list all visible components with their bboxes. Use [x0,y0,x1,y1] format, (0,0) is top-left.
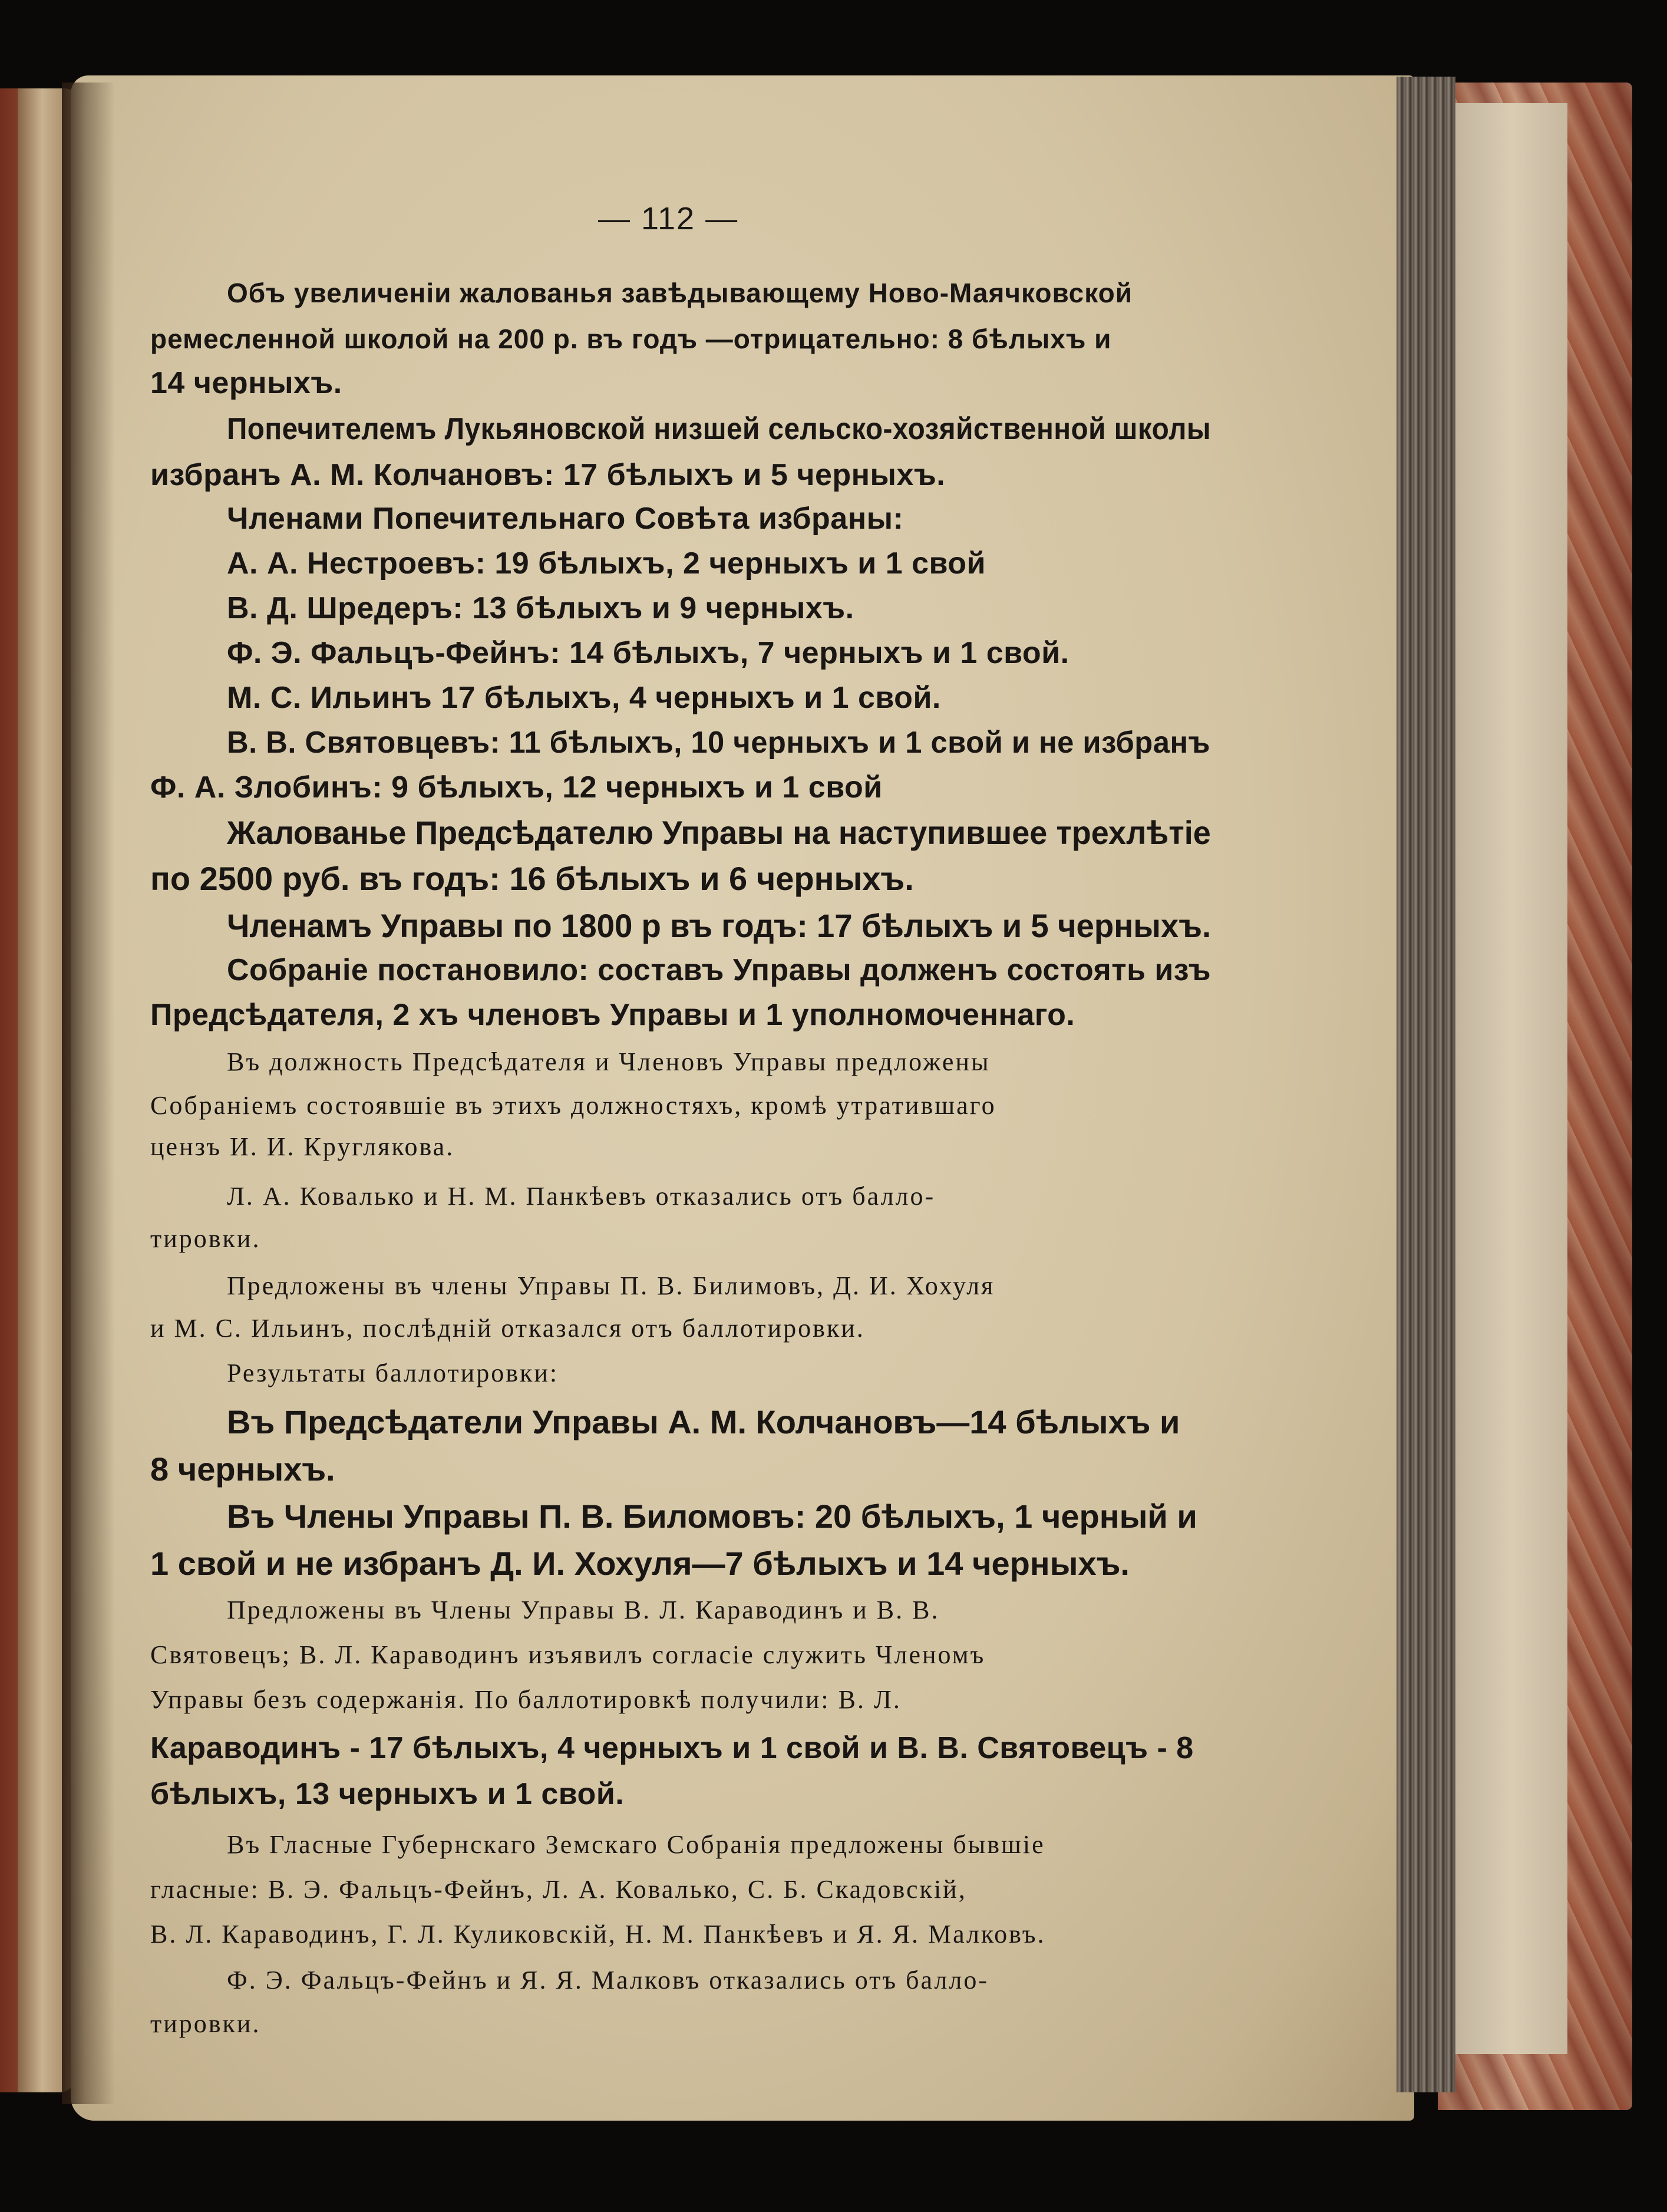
text-line: Святовецъ; В. Л. Караводинъ изъявилъ согласiе служить Членомъ [150,1640,986,1669]
text-line: А. А. Нестроевъ: 19 бѣлыхъ, 2 черныхъ и 1 свой [227,546,986,581]
text-line: Л. А. Ковалько и Н. М. Панкѣевъ отказались отъ балло- [227,1182,936,1211]
text-line: Ф. А. Злобинъ: 9 бѣлыхъ, 12 черныхъ и 1 свой [150,770,883,805]
text-line: В. Д. Шредеръ: 13 бѣлыхъ и 9 черныхъ. [227,591,854,625]
text-line: 14 черныхъ. [150,366,342,400]
text-line: Жалованье Предсѣдателю Управы на наступившее трехлѣтiе [227,814,1211,851]
text-line: Результаты баллотировки: [227,1359,559,1387]
text-line: В. В. Святовцевъ: 11 бѣлыхъ, 10 черныхъ и 1 свой и не избранъ [227,726,1211,760]
text-line: Собранiемъ состоявшiе въ этихъ должностяхъ, кромѣ утратившаго [150,1091,996,1120]
text-line: бѣлыхъ, 13 черныхъ и 1 свой. [150,1777,625,1811]
text-line: Попечителемъ Лукьяновской низшей сельско-хозяйственной школы [227,412,1212,446]
text-line: цензъ И. И. Круглякова. [150,1132,455,1161]
text-line: и М. С. Ильинъ, послѣднiй отказался отъ баллотировки. [150,1314,865,1343]
text-line: тировки. [150,2009,261,2038]
text-line: ремесленной школой на 200 р. въ годъ —отрицательно: 8 бѣлыхъ и [150,324,1112,354]
text-line: Управы безъ содержанiя. По баллотировкѣ получили: В. Л. [150,1685,902,1714]
text-line: Объ увеличенiи жалованья завѣдывающему Ново-Маячковской [227,278,1133,308]
text-line: 1 свой и не избранъ Д. И. Хохуля—7 бѣлыхъ и 14 черныхъ. [150,1545,1130,1582]
text-line: Предложены въ Члены Управы В. Л. Караводинъ и В. В. [227,1595,940,1624]
text-line: М. С. Ильинъ 17 бѣлыхъ, 4 черныхъ и 1 свой. [227,681,941,715]
page-stack-edges [1397,77,1455,2092]
text-line: Ф. Э. Фальцъ-Фейнъ и Я. Я. Малковъ отказались отъ балло- [227,1966,989,1995]
text-line: гласные: В. Э. Фальцъ-Фейнъ, Л. А. Ковалько, С. Б. Скадовскiй, [150,1875,967,1904]
text-line: Членамъ Управы по 1800 р въ годъ: 17 бѣлыхъ и 5 черныхъ. [227,907,1212,944]
gutter-shadow [62,83,115,2104]
text-line: избранъ А. М. Колчановъ: 17 бѣлыхъ и 5 черныхъ. [150,458,946,492]
cover-inner-board [1455,103,1567,2054]
text-line: Караводинъ - 17 бѣлыхъ, 4 черныхъ и 1 свой и В. В. Святовецъ - 8 [150,1731,1194,1765]
text-line: Въ Члены Управы П. В. Биломовъ: 20 бѣлыхъ, 1 черный и [227,1498,1197,1535]
text-line: по 2500 руб. въ годъ: 16 бѣлыхъ и 6 черныхъ. [150,860,914,897]
text-line: Предложены въ члены Управы П. В. Билимовъ, Д. И. Хохуля [227,1271,995,1300]
text-line: Въ Гласные Губернскаго Земскаго Собранiя предложены бывшiе [227,1830,1045,1859]
text-line: 8 черныхъ. [150,1451,335,1488]
text-line: В. Л. Караводинъ, Г. Л. Куликовскiй, Н. М. Панкѣевъ и Я. Я. Малковъ. [150,1920,1046,1949]
page-number: — 112 — [598,201,739,236]
text-line: Членами Попечительнаго Совѣта избраны: [227,502,904,536]
text-line: Собранiе постановило: составъ Управы долженъ состоять изъ [227,953,1212,987]
text-line: тировки. [150,1224,261,1253]
text-line: Предсѣдателя, 2 хъ членовъ Управы и 1 уполномоченнаго. [150,998,1075,1032]
text-line: Въ должность Предсѣдателя и Членовъ Управы предложены [227,1047,991,1076]
text-line: Въ Предсѣдатели Управы А. М. Колчановъ—14 бѣлыхъ и [227,1403,1180,1440]
text-line: Ф. Э. Фальцъ-Фейнъ: 14 бѣлыхъ, 7 черныхъ и 1 свой. [227,636,1069,670]
left-page-binding [0,88,18,2092]
